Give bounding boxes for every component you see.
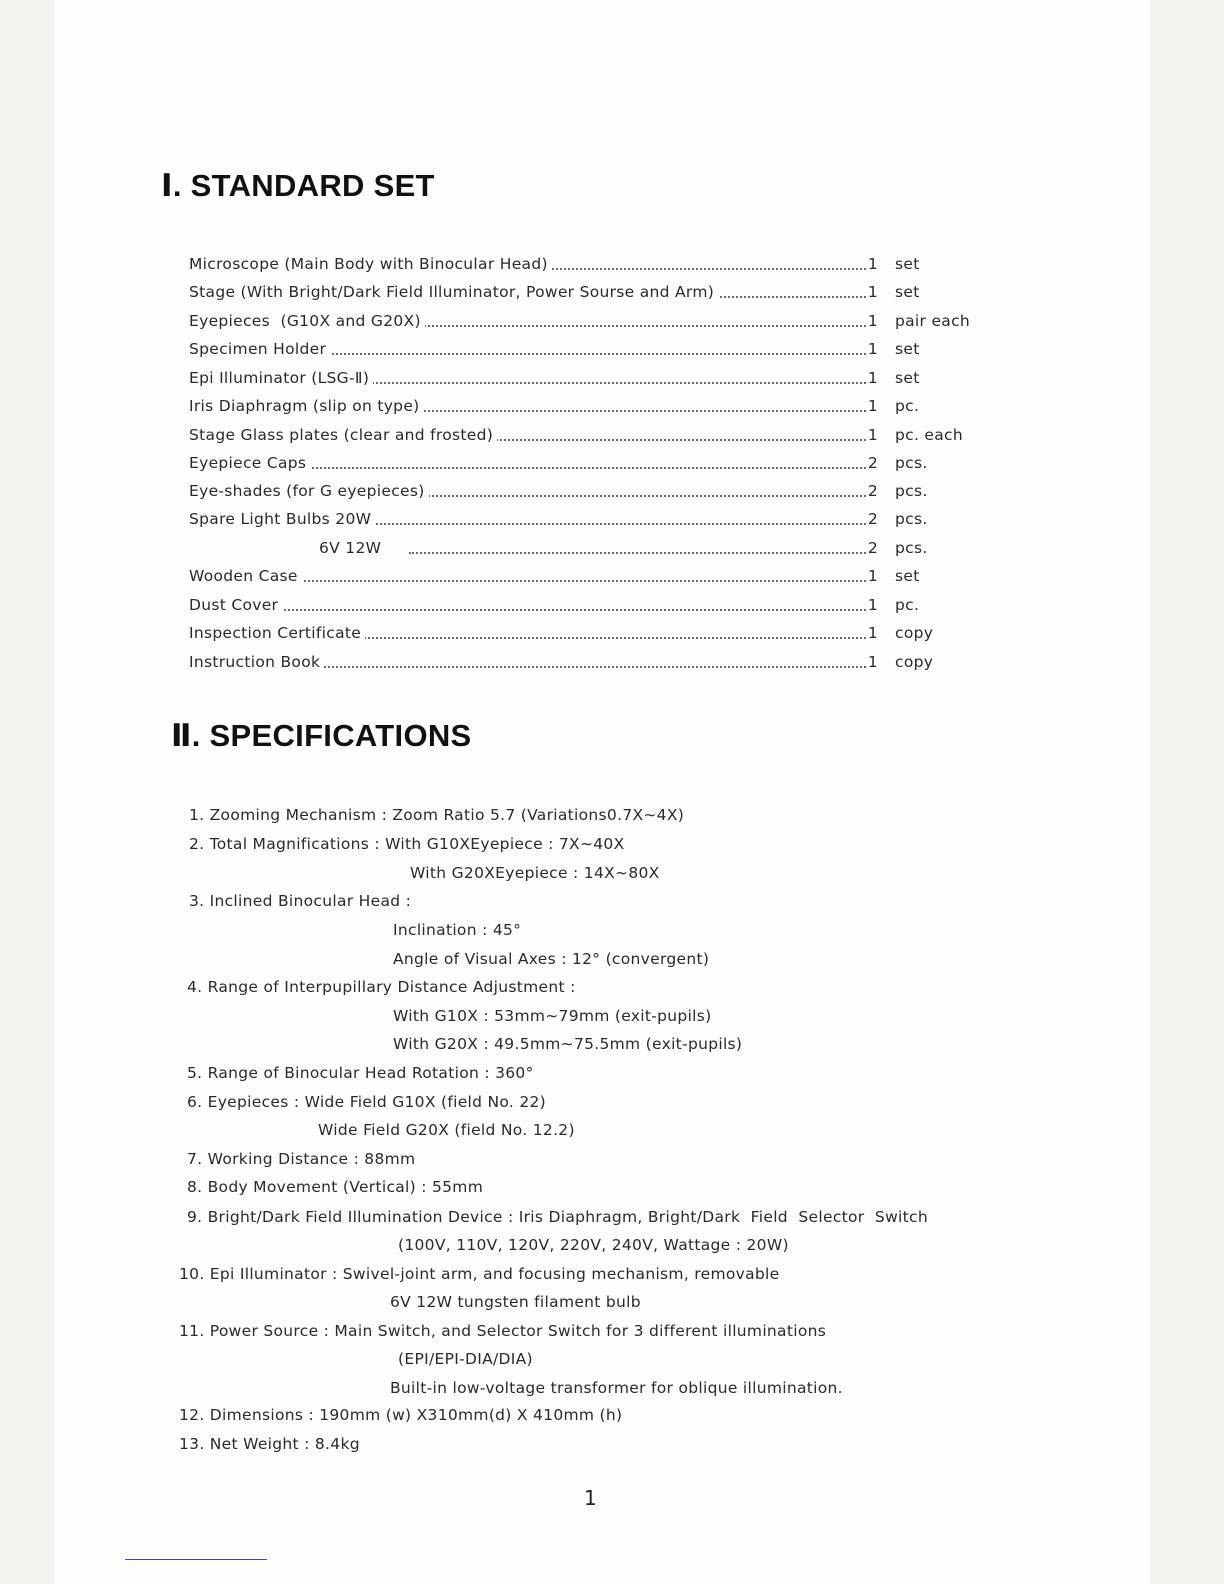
- spec-line: 12. Dimensions : 190mm (w) X310mm(d) X 410mm (h): [179, 1406, 623, 1424]
- item-name: Epi Illuminator (LSG-Ⅱ): [189, 367, 373, 389]
- page-number: 1: [584, 1486, 597, 1510]
- spec-line: 2. Total Magnifications : With G10XEyepiece : 7X∼40X: [189, 835, 625, 853]
- spec-line: 4. Range of Interpupillary Distance Adjustment :: [187, 978, 576, 996]
- item-quantity: 1: [867, 567, 879, 585]
- item-unit: copy: [895, 624, 934, 642]
- item-unit: set: [895, 567, 920, 585]
- spec-line: 1. Zooming Mechanism : Zoom Ratio 5.7 (Variations0.7X∼4X): [189, 806, 685, 824]
- item-unit: copy: [895, 653, 934, 671]
- specifications-heading: Ⅱ. SPECIFICATIONS: [171, 718, 472, 753]
- spec-line: 11. Power Source : Main Switch, and Selector Switch for 3 different illuminations: [179, 1322, 827, 1340]
- item-name: Iris Diaphragm (slip on type): [189, 395, 424, 417]
- item-unit: pc. each: [895, 426, 963, 444]
- item-quantity: 1: [867, 397, 879, 415]
- item-name: Eyepieces (G10X and G20X): [189, 310, 425, 332]
- item-name: Specimen Holder: [189, 338, 330, 360]
- item-quantity: 1: [867, 283, 879, 301]
- item-name: Instruction Book: [189, 651, 324, 673]
- list-item: [189, 480, 989, 502]
- item-name: Eye-shades (for G eyepieces): [189, 480, 429, 502]
- item-name: Eyepiece Caps: [189, 452, 310, 474]
- item-unit: pc.: [895, 596, 920, 614]
- spec-line: Inclination : 45°: [393, 921, 522, 939]
- spec-line: Built-in low-voltage transformer for oblique illumination.: [390, 1379, 843, 1397]
- spec-line: (100V, 110V, 120V, 220V, 240V, Wattage : 20W): [398, 1236, 789, 1254]
- item-name: Dust Cover: [189, 594, 282, 616]
- list-item: [189, 537, 989, 559]
- spec-line: 3. Inclined Binocular Head :: [189, 892, 412, 910]
- list-item: [189, 594, 989, 616]
- item-unit: pcs.: [895, 539, 928, 557]
- standard-set-heading: Ⅰ. STANDARD SET: [161, 168, 435, 203]
- spec-line: Angle of Visual Axes : 12° (convergent): [393, 950, 710, 968]
- item-quantity: 1: [867, 624, 879, 642]
- list-item: [189, 452, 989, 474]
- item-unit: pcs.: [895, 510, 928, 528]
- item-name: Stage (With Bright/Dark Field Illuminator, Power Sourse and Arm): [189, 281, 718, 303]
- item-name: Spare Light Bulbs 20W: [189, 508, 375, 530]
- spec-line: Wide Field G20X (field No. 12.2): [318, 1121, 575, 1139]
- spec-line: 9. Bright/Dark Field Illumination Device : Iris Diaphragm, Bright/Dark Field Selector Switch: [187, 1208, 928, 1226]
- dot-leader: [409, 552, 866, 554]
- list-item: [189, 395, 989, 417]
- item-quantity: 1: [867, 255, 879, 273]
- item-quantity: 2: [867, 454, 879, 472]
- list-item: [189, 508, 989, 530]
- item-quantity: 2: [867, 539, 879, 557]
- spec-line: 6. Eyepieces : Wide Field G10X (field No. 22): [187, 1093, 547, 1111]
- spec-line: 8. Body Movement (Vertical) : 55mm: [187, 1178, 484, 1196]
- item-name: Wooden Case: [189, 565, 302, 587]
- item-quantity: 1: [867, 340, 879, 358]
- dot-leader: [189, 609, 866, 611]
- item-unit: set: [895, 369, 920, 387]
- item-name: 6V 12W: [319, 537, 385, 559]
- spec-line: (EPI/EPI-DIA/DIA): [398, 1350, 533, 1368]
- item-quantity: 2: [867, 482, 879, 500]
- item-unit: pair each: [895, 312, 971, 330]
- spec-line: 13. Net Weight : 8.4kg: [179, 1435, 360, 1453]
- item-unit: set: [895, 255, 920, 273]
- list-item: [189, 253, 989, 275]
- item-quantity: 1: [867, 369, 879, 387]
- item-unit: set: [895, 283, 920, 301]
- list-item: [189, 367, 989, 389]
- list-item: [189, 622, 989, 644]
- item-unit: pcs.: [895, 482, 928, 500]
- item-name: Stage Glass plates (clear and frosted): [189, 424, 497, 446]
- list-item: [189, 651, 989, 673]
- spec-line: 5. Range of Binocular Head Rotation : 360°: [187, 1064, 534, 1082]
- item-unit: pcs.: [895, 454, 928, 472]
- list-item: [189, 424, 989, 446]
- spec-line: With G20X : 49.5mm∼75.5mm (exit-pupils): [393, 1035, 743, 1053]
- spec-line: 6V 12W tungsten filament bulb: [390, 1293, 641, 1311]
- item-quantity: 1: [867, 426, 879, 444]
- list-item: [189, 281, 989, 303]
- item-unit: set: [895, 340, 920, 358]
- item-unit: pc.: [895, 397, 920, 415]
- list-item: [189, 310, 989, 332]
- item-quantity: 1: [867, 312, 879, 330]
- item-quantity: 1: [867, 653, 879, 671]
- footnote-rule: [125, 1559, 267, 1560]
- spec-line: With G10X : 53mm∼79mm (exit-pupils): [393, 1007, 712, 1025]
- spec-line: 10. Epi Illuminator : Swivel-joint arm, and focusing mechanism, removable: [179, 1265, 780, 1283]
- item-name: Microscope (Main Body with Binocular Head): [189, 253, 552, 275]
- item-quantity: 1: [867, 596, 879, 614]
- spec-line: With G20XEyepiece : 14X∼80X: [410, 864, 660, 882]
- item-name: Inspection Certificate: [189, 622, 365, 644]
- document-page: [55, 0, 1150, 1584]
- item-quantity: 2: [867, 510, 879, 528]
- list-item: [189, 565, 989, 587]
- list-item: [189, 338, 989, 360]
- spec-line: 7. Working Distance : 88mm: [187, 1150, 416, 1168]
